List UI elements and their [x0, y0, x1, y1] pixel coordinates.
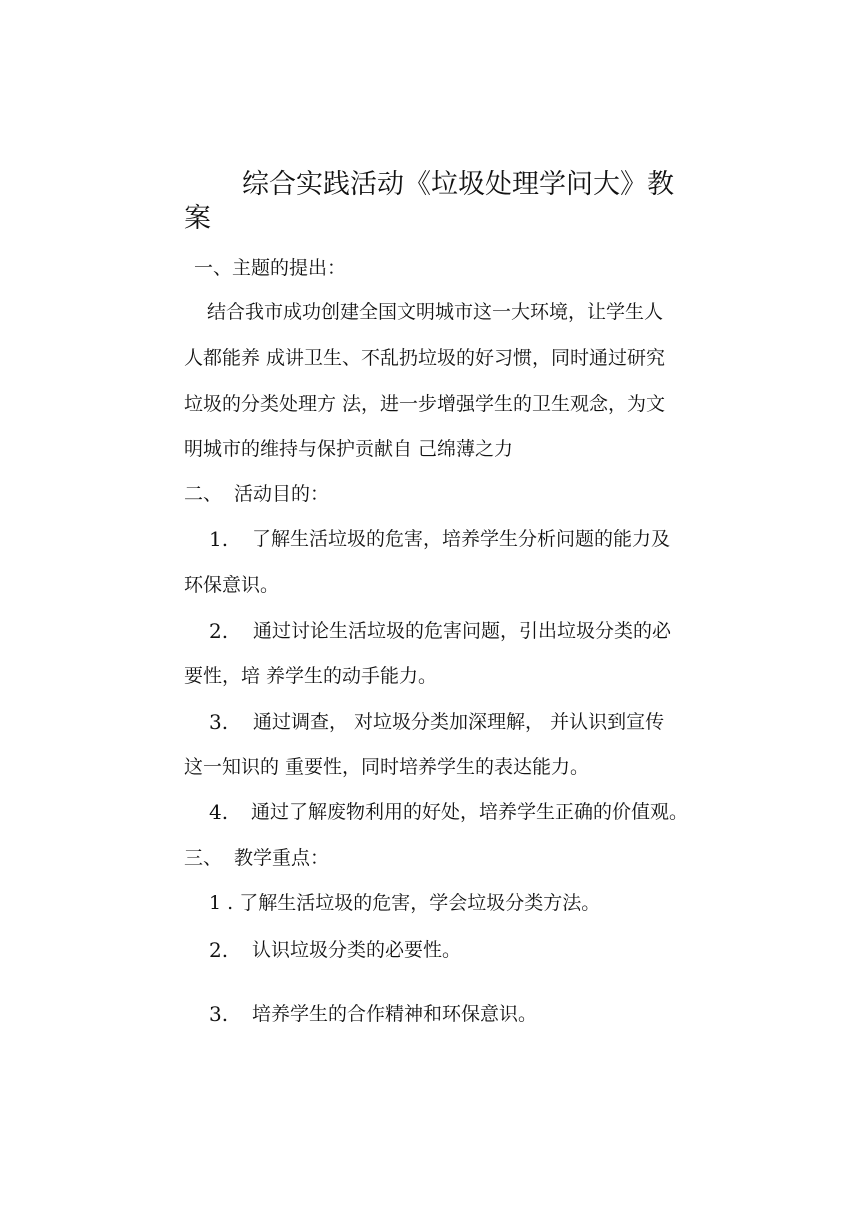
- section-2-item-1-line-1: 了解生活垃圾的危害，培养学生分析问题的能力及: [252, 528, 671, 550]
- section-1-paragraph-line-4: 明城市的维持与保护贡献自 己绵薄之力: [184, 438, 514, 460]
- document-title-line-2: 案: [184, 203, 211, 234]
- section-3-heading-number: 三、: [184, 847, 223, 869]
- section-2-item-3-line-2: 这一知识的 重要性，同时培养学生的表达能力。: [184, 756, 590, 778]
- section-2-item-4-number: 4.: [209, 800, 229, 824]
- section-3-item-2-text: 认识垃圾分类的必要性。: [252, 939, 462, 961]
- document-title-line-1: 综合实践活动《垃圾处理学问大》教: [242, 169, 674, 200]
- section-2-item-3-line-1: 通过调查， 对垃圾分类加深理解， 并认识到宣传: [253, 711, 665, 733]
- section-2-item-3-number: 3.: [209, 710, 229, 734]
- section-2-item-2-number: 2.: [209, 619, 229, 643]
- section-1-paragraph-line-1: 结合我市成功创建全国文明城市这一大环境，让学生人: [207, 301, 664, 323]
- section-3-item-3-number: 3.: [209, 1002, 229, 1026]
- section-3-item-3-text: 培养学生的合作精神和环保意识。: [252, 1003, 538, 1025]
- section-1-heading: 一、主题的提出：: [194, 257, 347, 279]
- section-3-item-1: 1 . 了解生活垃圾的危害，学会垃圾分类方法。: [209, 892, 601, 914]
- section-1-paragraph-line-2: 人都能养 成讲卫生、不乱扔垃圾的好习惯，同时通过研究: [184, 347, 666, 369]
- section-3-item-2-number: 2.: [209, 938, 229, 962]
- section-2-item-2-line-2: 要性，培 养学生的动手能力。: [184, 665, 438, 687]
- section-2-heading-number: 二、: [184, 483, 223, 505]
- section-2-item-2-line-1: 通过讨论生活垃圾的危害问题，引出垃圾分类的必: [253, 620, 672, 642]
- section-3-heading-text: 教学重点：: [234, 847, 330, 869]
- section-2-item-1-line-2: 环保意识。: [184, 574, 280, 596]
- section-2-heading-text: 活动目的：: [234, 483, 330, 505]
- section-2-item-4-line-1: 通过了解废物利用的好处，培养学生正确的价值观。: [251, 801, 689, 823]
- section-2-item-1-number: 1.: [209, 527, 229, 551]
- section-1-paragraph-line-3: 垃圾的分类处理方 法，进一步增强学生的卫生观念，为文: [184, 393, 666, 415]
